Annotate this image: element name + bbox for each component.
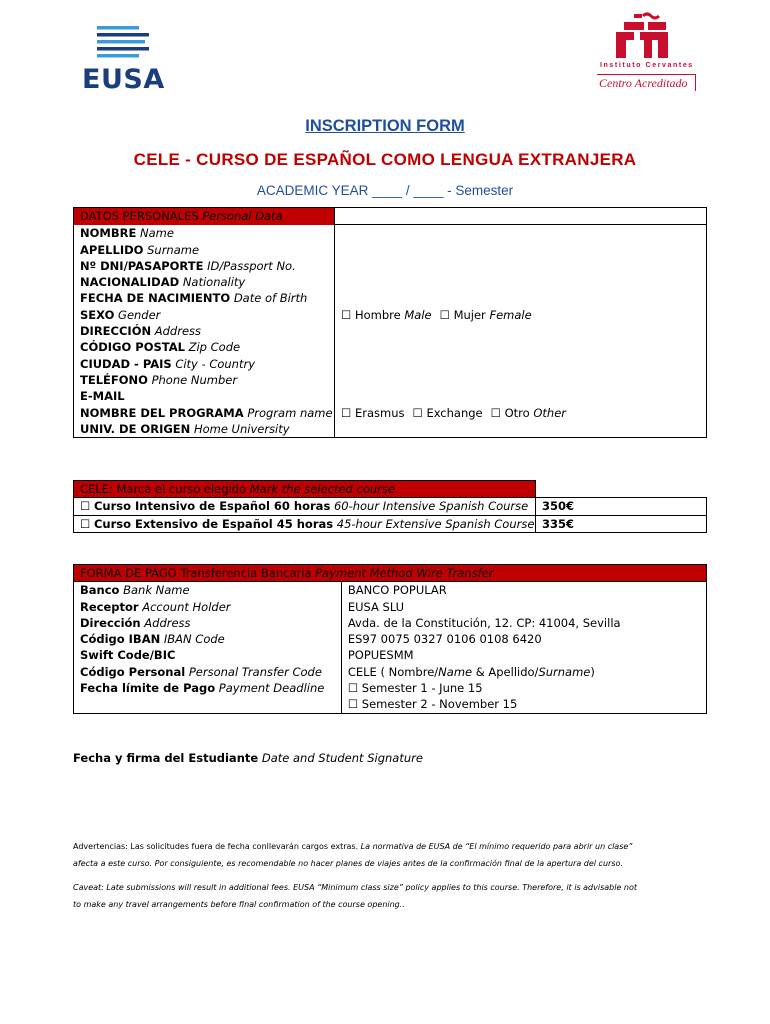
payment-label-en: IBAN Code [163, 632, 225, 647]
personal-data-row [74, 421, 707, 438]
personal-data-value-cell[interactable] [334, 339, 706, 355]
course-price-value: 350€ [541, 499, 574, 514]
personal-data-row [74, 225, 707, 242]
payment-row [74, 615, 707, 631]
personal-data-label [74, 274, 335, 290]
personal-data-label [74, 388, 335, 404]
course-price-value: 335€ [541, 516, 574, 531]
payment-label-en: Address [144, 615, 191, 630]
personal-data-value-cell[interactable] [334, 405, 706, 421]
personal-data-row [74, 307, 707, 323]
program-option-es: Exchange [426, 405, 483, 420]
payment-label-en: Account Holder [142, 599, 231, 614]
gender-option-en: Male [404, 307, 432, 322]
field-label-es: SEXO [80, 307, 115, 322]
payment-label-es: Fecha límite de Pago [80, 681, 216, 696]
payment-label [74, 615, 342, 631]
field-label-en: Home University [193, 421, 290, 436]
program-option-es: Otro [504, 405, 530, 420]
personal-data-label [74, 307, 335, 323]
personal-data-value-cell[interactable] [334, 356, 706, 372]
course-header-es: CELE: Marca el curso elegido [80, 482, 247, 496]
form-title: INSCRIPTION FORM [305, 117, 465, 135]
payment-value-part: & Apellido/ [472, 664, 539, 679]
personal-data-label [74, 258, 335, 274]
personal-data-table [73, 207, 707, 438]
personal-data-value-cell[interactable] [334, 242, 706, 258]
payment-row [74, 647, 707, 663]
field-label-en: Program name [247, 405, 333, 420]
personal-data-row [74, 274, 707, 290]
signature-label-en: Date and Student Signature [261, 751, 423, 765]
personal-data-label [74, 290, 335, 306]
field-label-en: Surname [147, 242, 200, 257]
field-label-es: APELLIDO [80, 242, 144, 257]
checkbox-icon: ☐ [347, 681, 359, 696]
payment-header-es: FORMA DE PAGO Transferencia Bancaria [80, 566, 312, 580]
payment-value-text: POPUESMM [347, 648, 414, 663]
payment-value-part: Surname [538, 664, 591, 679]
personal-data-value-cell[interactable] [334, 323, 706, 339]
payment-label-es: Dirección [80, 615, 141, 630]
payment-label-es: Banco [80, 583, 120, 598]
signature-line [73, 751, 423, 765]
payment-label [74, 647, 342, 663]
payment-value [341, 631, 706, 647]
payment-value [341, 599, 706, 615]
field-label-es: CIUDAD - PAIS [80, 356, 172, 371]
personal-data-row [74, 405, 707, 421]
field-label-en: Nationality [182, 275, 246, 290]
personal-data-value-cell[interactable] [334, 274, 706, 290]
program-option-es: Erasmus [354, 405, 405, 420]
personal-data-header-blank [334, 208, 706, 225]
course-option[interactable] [74, 498, 536, 515]
payment-deadline-text: Semester 1 - June 15 [361, 681, 483, 696]
spanish-note-part-b: La normativa de EUSA de “El mínimo requerido para abrir un clase” [360, 842, 633, 851]
payment-value-part: Name [438, 664, 473, 679]
personal-data-row [74, 242, 707, 258]
payment-label [74, 696, 342, 713]
course-header-row [74, 481, 707, 498]
course-option-row [74, 515, 707, 532]
checkbox-icon: ☐ [340, 405, 352, 420]
field-label-es: CÓDIGO POSTAL [80, 340, 185, 355]
payment-value [341, 647, 706, 663]
program-option-exchange[interactable] [412, 406, 482, 420]
payment-row [74, 696, 707, 713]
personal-data-label [74, 225, 335, 242]
field-label-es: TELÉFONO [80, 372, 148, 387]
payment-value-text: EUSA SLU [347, 599, 405, 614]
cervantes-accredited-text: Centro Acreditado [597, 74, 696, 91]
signature-label-es: Fecha y firma del Estudiante [73, 751, 259, 765]
program-option-erasmus[interactable] [341, 406, 404, 420]
academic-year-line: ACADEMIC YEAR ____ / ____ - Semester [256, 183, 514, 198]
cervantes-institute-text: Instituto Cervantes [600, 62, 694, 69]
payment-table [73, 564, 707, 714]
course-header [74, 481, 536, 498]
spanish-warning-note [73, 838, 673, 872]
field-label-es: FECHA DE NACIMIENTO [80, 291, 231, 306]
personal-data-label [74, 405, 335, 421]
field-label-es: NOMBRE [80, 225, 137, 240]
payment-deadline-text: Semester 2 - November 15 [361, 697, 518, 712]
personal-data-value-cell[interactable] [334, 290, 706, 306]
payment-row [74, 631, 707, 647]
payment-value [341, 615, 706, 631]
course-price [535, 515, 706, 532]
payment-label-en: Payment Deadline [218, 681, 325, 696]
course-header-en: Mark the selected course [249, 482, 395, 496]
field-label-es: DIRECCIÓN [80, 324, 152, 339]
program-option-en: Other [533, 405, 566, 420]
course-option-en: 60-hour Intensive Spanish Course [333, 499, 529, 514]
course-option-es: Curso Extensivo de Español 45 horas [93, 516, 334, 531]
course-option-en: 45-hour Extensive Spanish Course [336, 516, 535, 531]
payment-deadline-option[interactable] [341, 680, 706, 696]
field-label-es: NACIONALIDAD [80, 275, 180, 290]
personal-data-value-cell[interactable] [334, 225, 706, 242]
personal-data-value-cell[interactable] [334, 307, 706, 323]
course-selection-table [73, 480, 707, 533]
field-label-es: E-MAIL [80, 389, 125, 404]
personal-data-row [74, 290, 707, 306]
checkbox-icon: ☐ [439, 307, 450, 322]
checkbox-icon: ☐ [80, 516, 91, 531]
personal-data-label [74, 242, 335, 258]
personal-data-row [74, 258, 707, 274]
spanish-note-part-a: Advertencias: Las solicitudes fuera de fecha conllevarán cargos extras. [73, 842, 361, 851]
field-label-en: ID/Passport No. [207, 258, 296, 273]
gender-option-en: Female [489, 307, 532, 322]
course-title [0, 150, 770, 170]
field-label-en: City - Country [175, 356, 256, 371]
payment-row [74, 664, 707, 680]
payment-label-es: Receptor [80, 599, 139, 614]
personal-data-header-en: Personal Data [202, 209, 283, 223]
payment-label-es: Código IBAN [80, 632, 161, 647]
payment-value-part: ) [590, 664, 595, 679]
payment-label [74, 664, 342, 680]
personal-data-label [74, 421, 335, 438]
personal-data-row [74, 388, 707, 404]
payment-header-en: Payment Method Wire Transfer [315, 566, 494, 580]
payment-label [74, 582, 342, 599]
payment-label-es: Código Personal [80, 664, 186, 679]
eusa-wordmark: EUSA [82, 64, 165, 95]
checkbox-icon: ☐ [490, 405, 501, 420]
personal-data-value-cell[interactable] [334, 388, 706, 404]
field-label-en: Address [154, 324, 202, 339]
payment-value-text: BANCO POPULAR [347, 583, 447, 598]
english-caveat-note [73, 879, 673, 913]
field-label-en: Date of Birth [233, 291, 308, 306]
payment-label [74, 631, 342, 647]
gender-option-es: Mujer [453, 307, 486, 322]
checkbox-icon: ☐ [412, 405, 423, 420]
personal-data-row [74, 323, 707, 339]
personal-data-label [74, 356, 335, 372]
course-option-row [74, 498, 707, 515]
personal-data-label [74, 372, 335, 388]
personal-data-header [74, 208, 335, 225]
checkbox-icon: ☐ [347, 697, 359, 712]
course-title-text: CURSO DE ESPAÑOL COMO LENGUA EXTRANJERA [196, 150, 637, 169]
payment-value-text: Avda. de la Constitución, 12. CP: 41004, Sevilla [347, 615, 621, 630]
english-note-part-b: to make any travel arrangements before final confirmation of the course opening.. [73, 900, 405, 909]
personal-data-header-row [74, 208, 707, 225]
payment-header [74, 565, 707, 582]
spanish-note-part-c: afecta a este curso. Por consiguiente, es recomendable no hacer planes de viajes antes de la confirmación final de la apertura del curso. [73, 859, 623, 868]
field-label-en: Phone Number [151, 372, 238, 387]
course-option[interactable] [74, 515, 536, 532]
checkbox-icon: ☐ [80, 499, 91, 514]
field-label-es: NOMBRE DEL PROGRAMA [80, 405, 244, 420]
personal-data-row [74, 339, 707, 355]
course-price [535, 498, 706, 515]
payment-value-text: ES97 0075 0327 0106 0108 6420 [347, 632, 542, 647]
gender-option-es: Hombre [354, 307, 401, 322]
payment-row [74, 680, 707, 696]
personal-data-header-es: DATOS PERSONALES [80, 209, 199, 223]
personal-data-label [74, 323, 335, 339]
payment-label [74, 599, 342, 615]
program-option-otro[interactable] [491, 406, 566, 420]
payment-label-en: Bank Name [123, 583, 190, 598]
field-label-en: Gender [118, 307, 161, 322]
personal-data-row [74, 356, 707, 372]
field-label-es: Nº DNI/PASAPORTE [80, 258, 204, 273]
field-label-en: Zip Code [188, 340, 241, 355]
personal-data-row [74, 372, 707, 388]
payment-label [74, 680, 342, 696]
personal-data-value-cell[interactable] [334, 372, 706, 388]
field-label-es: UNIV. DE ORIGEN [80, 421, 191, 436]
gender-option-female[interactable] [440, 308, 532, 322]
english-note-part-a: Caveat: Late submissions will result in additional fees. EUSA “Minimum class size” policy applies to this course. Therefore, it is advisable not [73, 883, 638, 892]
payment-row [74, 599, 707, 615]
field-label-en: Name [139, 225, 174, 240]
payment-value [341, 582, 706, 599]
course-option-es: Curso Intensivo de Español 60 horas [93, 499, 331, 514]
payment-row [74, 582, 707, 599]
personal-data-value-cell[interactable] [334, 258, 706, 274]
personal-data-value-cell[interactable] [334, 421, 706, 438]
course-header-blank [535, 481, 706, 498]
payment-deadline-option[interactable] [341, 696, 706, 713]
payment-value-part: CELE ( Nombre/ [347, 664, 439, 679]
personal-data-label [74, 339, 335, 355]
gender-option-male[interactable] [341, 308, 432, 322]
checkbox-icon: ☐ [340, 307, 352, 322]
payment-header-row [74, 565, 707, 582]
payment-value [341, 664, 706, 680]
payment-label-es: Swift Code/BIC [80, 648, 176, 663]
course-title-prefix: CELE - [133, 150, 197, 169]
payment-label-en: Personal Transfer Code [188, 664, 322, 679]
